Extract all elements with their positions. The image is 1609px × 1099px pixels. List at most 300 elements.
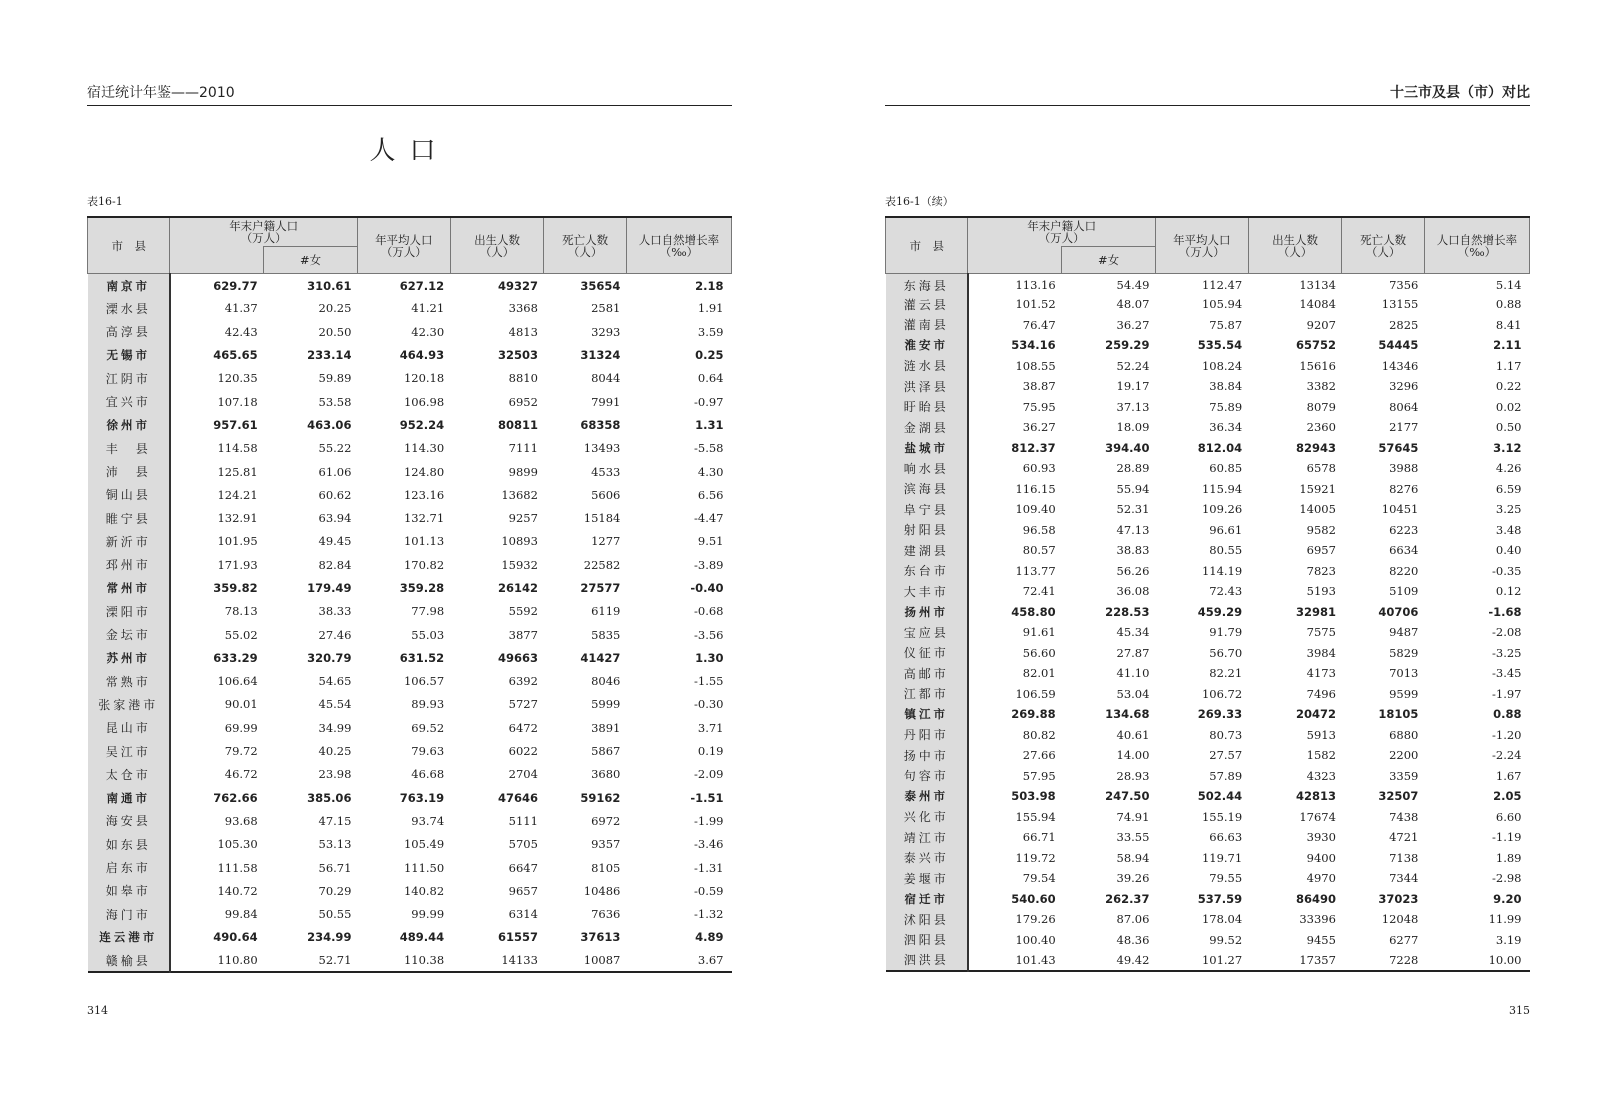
growth-rate-cell: 1.91 (697, 301, 724, 316)
growth-rate-cell: 0.40 (1495, 543, 1522, 558)
registered-pop-cell: 155.94 (1015, 809, 1056, 824)
births-cell: 49663 (497, 650, 538, 665)
deaths-cell: 8064 (1389, 399, 1419, 414)
female-pop-cell: 59.89 (318, 371, 352, 386)
births-cell: 61557 (497, 930, 538, 945)
avg-pop-cell: 91.79 (1209, 625, 1243, 640)
growth-rate-cell: 9.51 (697, 534, 724, 549)
region-name-cell: 苏州市 (88, 646, 170, 669)
growth-rate-cell: 0.22 (1495, 379, 1522, 394)
births-cell: 4970 (1306, 871, 1336, 886)
region-name-cell: 建湖县 (886, 540, 968, 561)
growth-rate-cell: -1.68 (1488, 604, 1522, 619)
growth-rate-cell: -3.25 (1492, 645, 1522, 660)
female-pop-cell: 58.94 (1116, 850, 1150, 865)
registered-pop-cell: 38.87 (1022, 379, 1056, 394)
region-name-cell: 新沂市 (88, 530, 170, 553)
avg-pop-cell: 75.87 (1209, 317, 1243, 332)
female-pop-cell: 134.68 (1105, 707, 1150, 722)
deaths-cell: 6119 (591, 604, 621, 619)
births-cell: 3368 (508, 301, 538, 316)
female-pop-cell: 49.45 (318, 534, 352, 549)
growth-rate-cell: -3.45 (1492, 666, 1522, 681)
deaths-cell: 7991 (591, 394, 621, 409)
avg-pop-cell: 170.82 (403, 557, 445, 572)
registered-pop-cell: 107.18 (217, 394, 258, 409)
avg-pop-cell: 114.30 (403, 441, 445, 456)
region-name-cell: 阜宁县 (886, 499, 968, 520)
region-name-cell: 徐州市 (88, 413, 170, 436)
births-cell: 2360 (1306, 420, 1336, 435)
header-growth: 人口自然增长率 （‰） (1424, 217, 1529, 274)
deaths-cell: 5606 (591, 487, 621, 502)
avg-pop-cell: 60.85 (1209, 461, 1243, 476)
growth-rate-cell: -3.46 (694, 837, 724, 852)
region-name-cell: 沭阳县 (886, 909, 968, 930)
growth-rate-cell: -0.40 (690, 581, 724, 595)
region-name-cell: 宝应县 (886, 622, 968, 643)
page-number: 314 (87, 1004, 108, 1017)
avg-pop-cell: 114.19 (1201, 563, 1243, 578)
female-pop-cell: 14.00 (1116, 748, 1150, 763)
avg-pop-cell: 178.04 (1201, 912, 1243, 927)
growth-rate-cell: -4.47 (694, 511, 724, 526)
header-growth: 人口自然增长率 （‰） (626, 217, 731, 274)
table-row (886, 704, 1530, 725)
female-pop-cell: 60.62 (318, 487, 352, 502)
registered-pop-cell: 80.82 (1022, 727, 1056, 742)
growth-rate-cell: 6.60 (1495, 809, 1522, 824)
avg-pop-cell: 80.73 (1209, 727, 1243, 742)
female-pop-cell: 20.25 (318, 301, 352, 316)
avg-pop-cell: 502.44 (1197, 789, 1243, 804)
deaths-cell: 5109 (1389, 584, 1419, 599)
avg-pop-cell: 66.63 (1209, 830, 1243, 845)
avg-pop-cell: 106.57 (403, 674, 445, 689)
registered-pop-cell: 36.27 (1022, 420, 1056, 435)
avg-pop-cell: 38.84 (1209, 379, 1243, 394)
growth-rate-cell: 0.50 (1495, 420, 1522, 435)
deaths-cell: 5867 (591, 744, 621, 759)
registered-pop-cell: 132.91 (217, 511, 258, 526)
births-cell: 4323 (1306, 768, 1336, 783)
female-pop-cell: 34.99 (318, 720, 352, 735)
births-cell: 8079 (1306, 399, 1336, 414)
registered-pop-cell: 465.65 (213, 348, 258, 363)
header-births: 出生人数 （人） (450, 217, 544, 274)
growth-rate-cell: -3.56 (694, 627, 724, 642)
table-row (88, 693, 732, 716)
region-name-cell: 扬中市 (886, 745, 968, 766)
region-name-cell: 张家港市 (88, 693, 170, 716)
growth-rate-cell: -2.98 (1492, 871, 1522, 886)
deaths-cell: 9487 (1389, 625, 1419, 640)
registered-pop-cell: 957.61 (213, 417, 258, 432)
table-row (886, 356, 1530, 377)
births-cell: 6647 (508, 860, 538, 875)
table-row (886, 889, 1530, 910)
growth-rate-cell: -3.89 (694, 557, 724, 572)
avg-pop-cell: 119.71 (1201, 850, 1243, 865)
table-body (886, 274, 1530, 971)
table-row (88, 274, 732, 297)
table-row (88, 367, 732, 390)
avg-pop-cell: 115.94 (1201, 481, 1243, 496)
registered-pop-cell: 60.93 (1022, 461, 1056, 476)
growth-rate-cell: 0.88 (1493, 707, 1522, 722)
region-name-cell: 丰 县 (88, 437, 170, 460)
registered-pop-cell: 629.77 (213, 279, 258, 294)
region-name-cell: 丹阳市 (886, 725, 968, 746)
header-deaths: 死亡人数 （人） (1342, 217, 1424, 274)
deaths-cell: 59162 (580, 790, 621, 805)
region-name-cell: 江都市 (886, 684, 968, 705)
avg-pop-cell: 106.98 (403, 394, 445, 409)
female-pop-cell: 53.13 (318, 837, 352, 852)
avg-pop-cell: 101.27 (1201, 952, 1243, 967)
region-name-cell: 金坛市 (88, 623, 170, 646)
female-pop-cell: 18.09 (1116, 420, 1150, 435)
left-page (87, 0, 732, 1099)
region-name-cell: 镇江市 (886, 704, 968, 725)
births-cell: 5193 (1306, 584, 1336, 599)
header-registered: 年末户籍人口 （万人） (968, 217, 1156, 247)
registered-pop-cell: 80.57 (1022, 543, 1056, 558)
registered-pop-cell: 490.64 (213, 930, 258, 945)
registered-pop-cell: 46.72 (224, 767, 258, 782)
table-row (88, 833, 732, 856)
births-cell: 14133 (501, 953, 538, 968)
female-pop-cell: 19.17 (1116, 379, 1150, 394)
avg-pop-cell: 124.80 (403, 464, 445, 479)
region-name-cell: 溧阳市 (88, 600, 170, 623)
growth-rate-cell: 6.59 (1495, 481, 1522, 496)
table-row (886, 376, 1530, 397)
table-row (88, 856, 732, 879)
births-cell: 9207 (1306, 317, 1336, 332)
registered-pop-cell: 42.43 (224, 324, 258, 339)
deaths-cell: 9599 (1389, 686, 1419, 701)
header-region: 市 县 (88, 217, 170, 274)
births-cell: 1582 (1306, 748, 1336, 763)
header-female: #女 (264, 247, 358, 274)
region-name-cell: 洪泽县 (886, 376, 968, 397)
deaths-cell: 15184 (583, 511, 621, 526)
female-pop-cell: 45.54 (318, 697, 352, 712)
births-cell: 9257 (508, 511, 538, 526)
deaths-cell: 32507 (1378, 789, 1419, 804)
births-cell: 5913 (1306, 727, 1336, 742)
female-pop-cell: 63.94 (318, 511, 352, 526)
region-name-cell: 铜山县 (88, 483, 170, 506)
region-name-cell: 南京市 (88, 274, 170, 297)
deaths-cell: 3680 (591, 767, 621, 782)
deaths-cell: 2200 (1389, 748, 1419, 763)
avg-pop-cell: 93.74 (411, 813, 445, 828)
avg-pop-cell: 89.93 (411, 697, 445, 712)
region-name-cell: 常熟市 (88, 670, 170, 693)
avg-pop-cell: 155.19 (1201, 809, 1243, 824)
births-cell: 80811 (497, 417, 538, 432)
growth-rate-cell: 1.67 (1495, 768, 1522, 783)
growth-rate-cell: -2.08 (1492, 625, 1522, 640)
table-row (88, 460, 732, 483)
avg-pop-cell: 77.98 (411, 604, 445, 619)
deaths-cell: 7636 (591, 907, 621, 922)
table-row (88, 390, 732, 413)
table-row (886, 848, 1530, 869)
table-row (886, 417, 1530, 438)
population-table-continued (885, 216, 1530, 972)
female-pop-cell: 39.26 (1116, 871, 1150, 886)
table-row (886, 335, 1530, 356)
yearbook-title: 宿迁统计年鉴——2010 (87, 85, 235, 101)
region-name-cell: 金湖县 (886, 417, 968, 438)
table-row (886, 561, 1530, 582)
table-row (886, 807, 1530, 828)
female-pop-cell: 52.31 (1116, 502, 1150, 517)
female-pop-cell: 52.24 (1116, 358, 1150, 373)
births-cell: 17357 (1299, 952, 1336, 967)
region-name-cell: 邳州市 (88, 553, 170, 576)
avg-pop-cell: 631.52 (399, 650, 445, 665)
registered-pop-cell: 633.29 (213, 650, 258, 665)
births-cell: 7111 (508, 441, 538, 456)
births-cell: 32503 (497, 348, 538, 363)
region-name-cell: 海门市 (88, 903, 170, 926)
region-name-cell: 句容市 (886, 766, 968, 787)
region-name-cell: 赣榆县 (88, 949, 170, 972)
growth-rate-cell: 0.25 (695, 348, 724, 363)
deaths-cell: 1277 (591, 534, 621, 549)
growth-rate-cell: 1.89 (1495, 850, 1522, 865)
registered-pop-cell: 99.84 (224, 907, 258, 922)
region-name-cell: 涟水县 (886, 356, 968, 377)
table-label: 表16-1（续） (885, 195, 954, 208)
growth-rate-cell: 0.02 (1495, 399, 1522, 414)
female-pop-cell: 82.84 (318, 557, 352, 572)
registered-pop-cell: 91.61 (1022, 625, 1056, 640)
growth-rate-cell: 10.00 (1488, 952, 1522, 967)
deaths-cell: 9357 (591, 837, 621, 852)
table-row (886, 438, 1530, 459)
avg-pop-cell: 42.30 (411, 324, 445, 339)
table-row (886, 786, 1530, 807)
registered-pop-cell: 78.13 (224, 604, 258, 619)
deaths-cell: 10451 (1381, 502, 1419, 517)
avg-pop-cell: 489.44 (399, 930, 445, 945)
deaths-cell: 5829 (1389, 645, 1419, 660)
registered-pop-cell: 41.37 (224, 301, 258, 316)
right-page (885, 0, 1530, 1099)
avg-pop-cell: 140.82 (403, 883, 445, 898)
table-row (88, 483, 732, 506)
growth-rate-cell: 11.99 (1488, 912, 1522, 927)
registered-pop-cell: 90.01 (224, 697, 258, 712)
deaths-cell: 7013 (1389, 666, 1419, 681)
region-name-cell: 昆山市 (88, 716, 170, 739)
avg-pop-cell: 101.13 (403, 534, 445, 549)
avg-pop-cell: 459.29 (1197, 604, 1243, 619)
growth-rate-cell: 0.64 (697, 371, 724, 386)
births-cell: 49327 (497, 279, 538, 294)
births-cell: 15932 (501, 557, 538, 572)
female-pop-cell: 40.61 (1116, 727, 1150, 742)
avg-pop-cell: 120.18 (403, 371, 445, 386)
chapter-title: 十三市及县（市）对比 (1390, 85, 1530, 101)
region-name-cell: 东台市 (886, 561, 968, 582)
avg-pop-cell: 535.54 (1197, 338, 1243, 353)
growth-rate-cell: -1.55 (694, 674, 724, 689)
registered-pop-cell: 105.30 (217, 837, 258, 852)
deaths-cell: 3988 (1389, 461, 1419, 476)
table-row (886, 950, 1530, 971)
avg-pop-cell: 36.34 (1209, 420, 1243, 435)
growth-rate-cell: -1.32 (694, 907, 724, 922)
registered-pop-cell: 120.35 (217, 371, 258, 386)
growth-rate-cell: 4.26 (1495, 461, 1522, 476)
female-pop-cell: 53.58 (318, 394, 352, 409)
growth-rate-cell: 8.41 (1495, 317, 1522, 332)
registered-pop-cell: 113.16 (1015, 278, 1056, 292)
deaths-cell: 2177 (1389, 420, 1419, 435)
deaths-cell: 27577 (580, 581, 621, 595)
avg-pop-cell: 99.99 (411, 907, 445, 922)
growth-rate-cell: 0.88 (1495, 297, 1522, 312)
region-name-cell: 泰兴市 (886, 848, 968, 869)
table-row (88, 623, 732, 646)
avg-pop-cell: 112.47 (1201, 278, 1243, 292)
avg-pop-cell: 79.63 (411, 744, 445, 759)
deaths-cell: 7344 (1389, 871, 1419, 886)
avg-pop-cell: 56.70 (1209, 645, 1243, 660)
table-row (88, 670, 732, 693)
deaths-cell: 37613 (580, 930, 621, 945)
female-pop-cell: 56.26 (1116, 563, 1150, 578)
registered-pop-cell: 110.80 (217, 953, 258, 968)
growth-rate-cell: 3.67 (697, 953, 724, 968)
female-pop-cell: 38.83 (1116, 543, 1150, 558)
growth-rate-cell: -2.09 (694, 767, 724, 782)
births-cell: 6472 (508, 720, 538, 735)
registered-pop-cell: 109.40 (1015, 502, 1056, 517)
region-name-cell: 溧水县 (88, 297, 170, 320)
growth-rate-cell: 3.12 (1493, 440, 1522, 455)
header-region: 市 县 (886, 217, 968, 274)
table-row (886, 274, 1530, 295)
deaths-cell: 6634 (1389, 543, 1419, 558)
section-title: 人口 (369, 136, 450, 166)
registered-pop-cell: 140.72 (217, 883, 258, 898)
deaths-cell: 68358 (580, 417, 621, 432)
births-cell: 26142 (497, 581, 538, 595)
growth-rate-cell: 3.25 (1495, 502, 1522, 517)
registered-pop-cell: 55.02 (224, 627, 258, 642)
table-row (88, 926, 732, 949)
growth-rate-cell: 3.48 (1495, 522, 1522, 537)
births-cell: 9582 (1306, 522, 1336, 537)
avg-pop-cell: 80.55 (1209, 543, 1243, 558)
female-pop-cell: 40.25 (318, 744, 352, 759)
avg-pop-cell: 96.61 (1209, 522, 1243, 537)
female-pop-cell: 228.53 (1105, 604, 1150, 619)
table-row (886, 725, 1530, 746)
table-row (88, 413, 732, 436)
growth-rate-cell: 0.19 (697, 744, 724, 759)
table-row (88, 297, 732, 320)
avg-pop-cell: 55.03 (411, 627, 445, 642)
table-row (886, 581, 1530, 602)
region-name-cell: 灌南县 (886, 315, 968, 336)
registered-pop-cell: 106.59 (1015, 686, 1056, 701)
growth-rate-cell: -0.30 (694, 697, 724, 712)
table-row (88, 343, 732, 366)
deaths-cell: 2825 (1389, 317, 1419, 332)
births-cell: 6392 (508, 674, 538, 689)
births-cell: 32981 (1295, 604, 1336, 619)
table-row (886, 684, 1530, 705)
region-name-cell: 太仓市 (88, 763, 170, 786)
region-name-cell: 如东县 (88, 833, 170, 856)
region-name-cell: 高淳县 (88, 320, 170, 343)
avg-pop-cell: 75.89 (1209, 399, 1243, 414)
header-avg-pop: 年平均人口 （万人） (1155, 217, 1248, 274)
table-row (886, 397, 1530, 418)
table-row (88, 786, 732, 809)
avg-pop-cell: 111.50 (403, 860, 445, 875)
avg-pop-cell: 46.68 (411, 767, 445, 782)
deaths-cell: 35654 (580, 279, 621, 294)
region-name-cell: 响水县 (886, 458, 968, 479)
region-name-cell: 扬州市 (886, 602, 968, 623)
header-avg-pop: 年平均人口 （万人） (357, 217, 450, 274)
female-pop-cell: 259.29 (1105, 338, 1150, 353)
growth-rate-cell: -1.31 (694, 860, 724, 875)
avg-pop-cell: 106.72 (1201, 686, 1243, 701)
deaths-cell: 3359 (1389, 768, 1419, 783)
births-cell: 10893 (501, 534, 538, 549)
table-row (88, 320, 732, 343)
growth-rate-cell: -1.19 (1492, 830, 1522, 845)
growth-rate-cell: 2.11 (1493, 338, 1522, 353)
table-row (88, 949, 732, 972)
growth-rate-cell: -1.99 (694, 813, 724, 828)
table-row (886, 540, 1530, 561)
avg-pop-cell: 105.94 (1201, 297, 1243, 312)
table-row (886, 766, 1530, 787)
deaths-cell: 3891 (591, 720, 621, 735)
female-pop-cell: 36.08 (1116, 584, 1150, 599)
registered-pop-cell: 100.40 (1015, 932, 1056, 947)
table-row (886, 458, 1530, 479)
region-name-cell: 姜堰市 (886, 868, 968, 889)
region-name-cell: 淮安市 (886, 335, 968, 356)
table-row (88, 716, 732, 739)
female-pop-cell: 27.46 (318, 627, 352, 642)
region-name-cell: 无锡市 (88, 343, 170, 366)
deaths-cell: 4533 (591, 464, 621, 479)
deaths-cell: 5999 (591, 697, 621, 712)
registered-pop-cell: 27.66 (1022, 748, 1056, 763)
deaths-cell: 8105 (591, 860, 621, 875)
female-pop-cell: 463.06 (307, 417, 352, 432)
registered-pop-cell: 171.93 (217, 557, 258, 572)
registered-pop-cell: 96.58 (1022, 522, 1056, 537)
deaths-cell: 14346 (1381, 358, 1419, 373)
female-pop-cell: 70.29 (318, 883, 352, 898)
region-name-cell: 如皋市 (88, 879, 170, 902)
births-cell: 5727 (508, 697, 538, 712)
